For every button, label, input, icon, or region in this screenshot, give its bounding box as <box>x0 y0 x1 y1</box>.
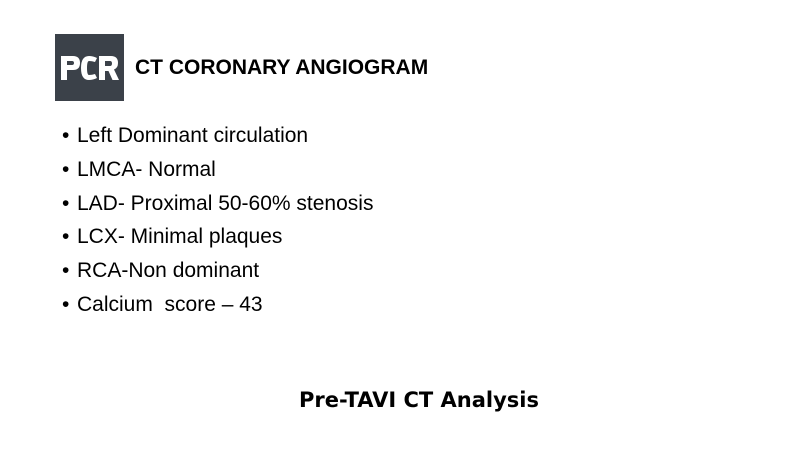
bullet-glyph: • <box>62 157 70 181</box>
bullet-text: LAD- Proximal 50-60% stenosis <box>77 191 374 215</box>
slide-footer-title: Pre-TAVI CT Analysis <box>298 388 540 412</box>
bullet-item <box>62 224 373 258</box>
pcr-logo <box>55 34 124 101</box>
pcr-logo-icon <box>59 52 121 84</box>
bullet-item <box>62 191 373 225</box>
bullet-list <box>62 123 373 326</box>
bullet-item <box>62 123 373 157</box>
bullet-glyph: • <box>62 191 70 215</box>
bullet-glyph: • <box>62 292 70 316</box>
slide-title: CT CORONARY ANGIOGRAM <box>135 56 429 79</box>
bullet-text: Left Dominant circulation <box>77 124 309 147</box>
bullet-text: Calcium score – 43 <box>77 292 263 316</box>
bullet-item <box>62 157 373 191</box>
bullet-text: LCX- Minimal plaques <box>77 225 283 249</box>
bullet-text: LMCA- Normal <box>77 157 216 181</box>
bullet-item <box>62 258 373 292</box>
bullet-item <box>62 292 373 326</box>
bullet-glyph: • <box>62 259 70 283</box>
bullet-glyph: • <box>62 225 70 249</box>
bullet-text: RCA-Non dominant <box>77 259 260 283</box>
bullet-glyph: • <box>62 124 70 147</box>
